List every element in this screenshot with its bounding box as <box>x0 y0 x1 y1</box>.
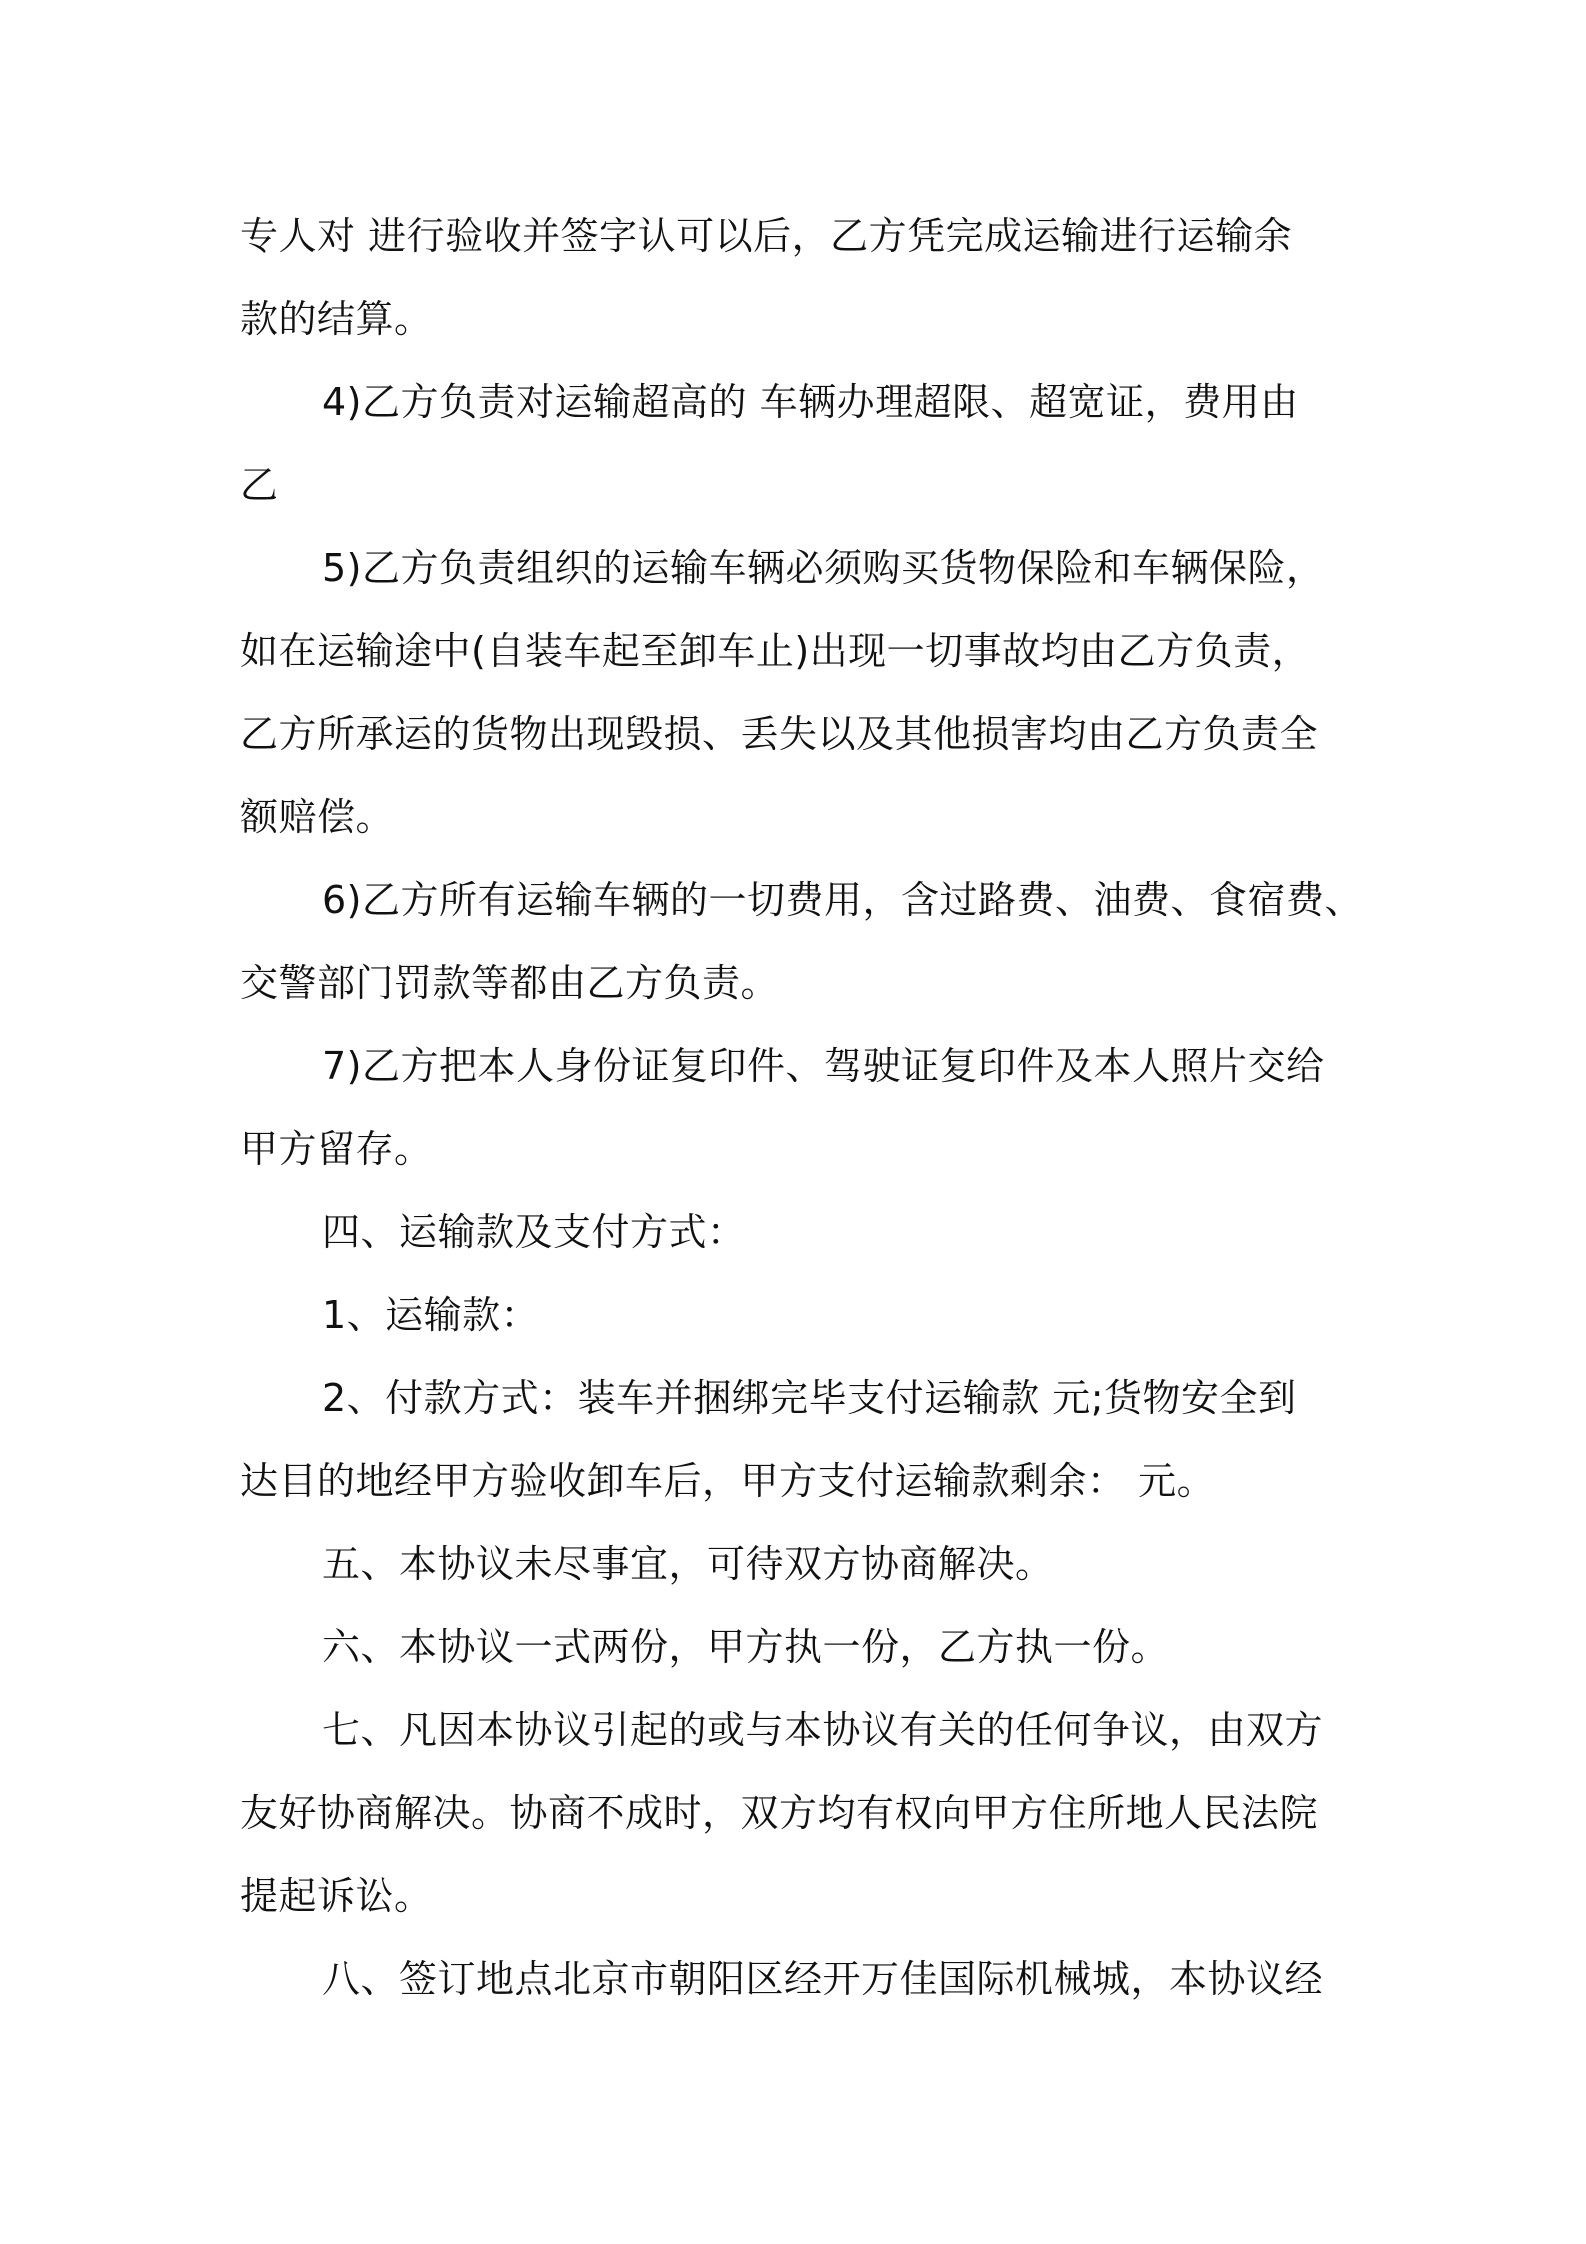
section-heading: 五、本协议未尽事宜，可待双方协商解决。 <box>322 1542 1054 1586</box>
text-line: 2、付款方式：装车并捆绑完毕支付运输款 元;货物安全到 <box>322 1376 1297 1420</box>
text-line: 友好协商解决。协商不成时，双方均有权向甲方住所地人民法院 <box>240 1791 1319 1835</box>
text-line: 7)乙方把本人身份证复印件、驾驶证复印件及本人照片交给 <box>322 1044 1325 1088</box>
section-heading: 七、凡因本协议引起的或与本协议有关的任何争议，由双方 <box>322 1708 1324 1752</box>
text-line: 交警部门罚款等都由乙方负责。 <box>240 961 780 1005</box>
text-line: 提起诉讼。 <box>240 1874 433 1918</box>
text-line: 专人对 进行验收并签字认可以后，乙方凭完成运输进行运输余 <box>240 214 1293 258</box>
text-line: 1、运输款： <box>322 1293 540 1337</box>
text-line: 款的结算。 <box>240 297 433 341</box>
text-line: 达目的地经甲方验收卸车后，甲方支付运输款剩余： 元。 <box>240 1459 1216 1503</box>
section-heading: 四、运输款及支付方式： <box>322 1210 746 1254</box>
text-line: 5)乙方负责组织的运输车辆必须购买货物保险和车辆保险， <box>322 546 1325 590</box>
document-body <box>240 195 1364 2021</box>
section-heading: 六、本协议一式两份，甲方执一份，乙方执一份。 <box>322 1625 1170 1669</box>
text-line: 乙方所承运的货物出现毁损、丢失以及其他损害均由乙方负责全 <box>240 712 1319 756</box>
text-line: 6)乙方所有运输车辆的一切费用，含过路费、油费、食宿费、 <box>322 878 1364 922</box>
text-line: 4)乙方负责对运输超高的 车辆办理超限、超宽证，费用由 <box>322 380 1299 424</box>
text-line: 甲方留存。 <box>240 1127 433 1171</box>
section-heading: 八、签订地点北京市朝阳区经开万佳国际机械城，本协议经 <box>322 1957 1324 2001</box>
text-line: 乙 <box>240 463 279 507</box>
text-line: 如在运输途中(自装车起至卸车止)出现一切事故均由乙方负责， <box>240 629 1311 673</box>
text-line: 额赔偿。 <box>240 795 395 839</box>
